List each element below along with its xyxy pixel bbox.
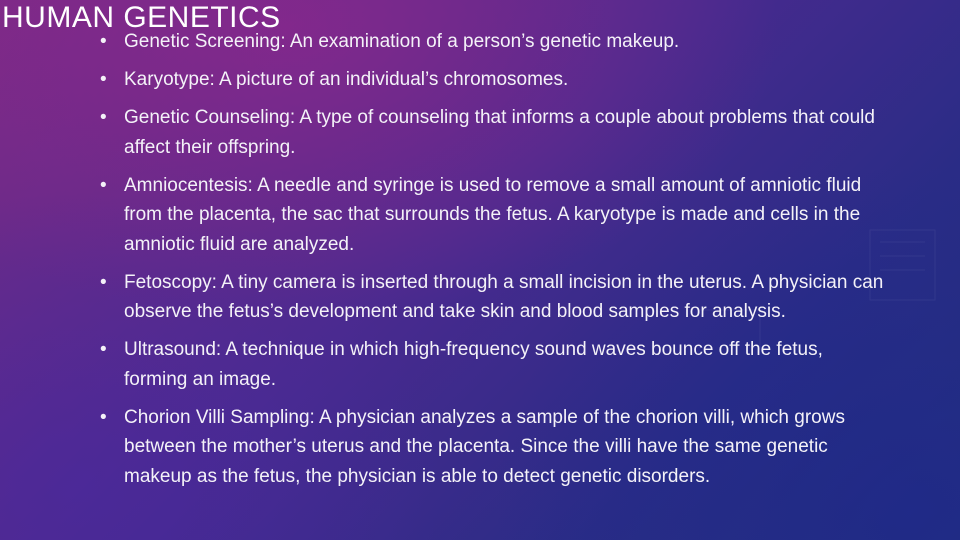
list-item bbox=[100, 27, 890, 57]
list-item bbox=[100, 268, 890, 327]
list-item bbox=[100, 65, 890, 95]
list-item bbox=[100, 103, 890, 162]
bullet-icon: • bbox=[100, 31, 107, 52]
bullet-icon: • bbox=[100, 174, 107, 196]
list-item-text: Genetic Screening: An examination of a person’s genetic makeup. bbox=[124, 31, 680, 52]
bullet-icon: • bbox=[100, 339, 107, 360]
list-item bbox=[100, 171, 890, 260]
list-item-text: Fetoscopy: A tiny camera is inserted through a small incision in the uterus. A physician can observe the fetus’s development and take skin and blood samples for analysis. bbox=[124, 271, 884, 322]
list-item-text: Karyotype: A picture of an individual’s chromosomes. bbox=[124, 69, 569, 90]
list-item-text: Chorion Villi Sampling: A physician analyzes a sample of the chorion villi, which grows between the mother’s uterus and the placenta. Since the villi have the same genetic makeup as the fetus, the physician is able to detect genetic disorders. bbox=[124, 406, 845, 487]
list-item bbox=[100, 403, 890, 492]
list-item-text: Amniocentesis: A needle and syringe is used to remove a small amount of amniotic fluid from the placenta, the sac that surrounds the fetus. A karyotype is made and cells in the amniotic fluid are analyzed. bbox=[124, 174, 862, 255]
bullet-icon: • bbox=[100, 406, 107, 428]
list-item bbox=[100, 335, 890, 394]
list-item-text: Ultrasound: A technique in which high-frequency sound waves bounce off the fetus, forming an image. bbox=[124, 339, 823, 390]
list-item-text: Genetic Counseling: A type of counseling that informs a couple about problems that could affect their offspring. bbox=[124, 107, 875, 158]
bullet-list-container bbox=[100, 27, 890, 500]
bullet-icon: • bbox=[100, 107, 107, 128]
bullet-icon: • bbox=[100, 271, 107, 293]
bullet-list bbox=[100, 27, 890, 491]
bullet-icon: • bbox=[100, 69, 107, 90]
slide-title: HUMAN GENETICS bbox=[2, 1, 281, 34]
